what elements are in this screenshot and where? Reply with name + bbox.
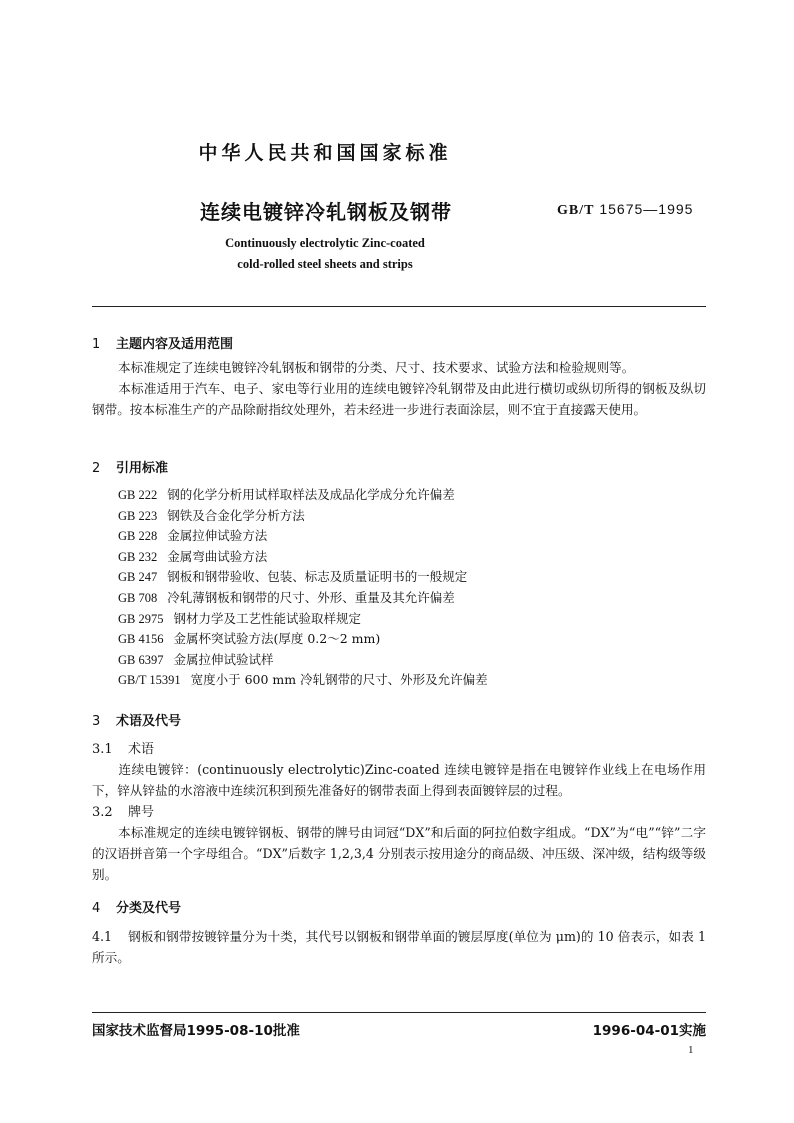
- reference-code: GB 223: [118, 508, 158, 523]
- subsection-number: 3.1: [92, 742, 113, 757]
- subsection-3-2-heading: [92, 801, 154, 820]
- reference-item: [118, 547, 488, 568]
- section-number: 3: [92, 714, 101, 729]
- subsection-number: 3.2: [92, 805, 113, 820]
- approval-date: 国家技术监督局1995-08-10批准: [92, 1023, 300, 1039]
- section-3-heading: [92, 710, 181, 729]
- section-title: 分类及代号: [116, 901, 182, 916]
- reference-title: 金属杯突试验方法(厚度 0.2～2 mm): [173, 631, 381, 647]
- national-standard-heading: 中华人民共和国国家标准: [198, 142, 452, 164]
- header-divider: [92, 306, 706, 307]
- section-title: 引用标准: [116, 461, 169, 476]
- paragraph-text: 钢板和钢带按镀锌量分为十类，其代号以钢板和钢带单面的镀层厚度(单位为 μm)的 10 倍表示，如表 1 所示。: [92, 929, 706, 965]
- subsection-title: 牌号: [128, 805, 155, 820]
- paragraph-text: 本标准规定了连续电镀锌冷轧钢板和钢带的分类、尺寸、技术要求、试验方法和检验规则等。: [118, 360, 635, 375]
- reference-code: GB 222: [118, 488, 158, 502]
- document-title-cn: 连续电镀锌冷轧钢板及钢带: [200, 200, 452, 224]
- reference-item: [118, 588, 488, 609]
- reference-item: [118, 485, 488, 506]
- section-4-heading: [92, 897, 181, 916]
- standard-code: [557, 201, 693, 219]
- reference-title: 钢材力学及工艺性能试验取样规定: [173, 610, 362, 626]
- section-title: 术语及代号: [116, 714, 182, 729]
- reference-title: 金属拉伸试验方法: [167, 528, 268, 544]
- section-1-paragraph-2: [92, 378, 706, 420]
- reference-item: [118, 670, 488, 691]
- reference-item: [118, 609, 488, 630]
- reference-title: 钢板和钢带验收、包装、标志及质量证明书的一般规定: [167, 569, 468, 585]
- section-1-heading: [92, 333, 233, 352]
- reference-code: GB/T 15391: [118, 673, 181, 688]
- section-3-1-paragraph: [92, 759, 706, 801]
- reference-item: [118, 506, 488, 527]
- reference-title: 金属弯曲试验方法: [167, 548, 268, 564]
- reference-title: 冷轧薄钢板和钢带的尺寸、外形、重量及其允许偏差: [167, 589, 455, 605]
- section-number: 4: [92, 901, 101, 916]
- reference-code: GB 247: [118, 570, 158, 585]
- footer-divider: [92, 1012, 706, 1013]
- section-number: 2: [92, 461, 101, 476]
- section-4-1-paragraph: [92, 926, 706, 968]
- reference-code: GB 6397: [118, 652, 164, 667]
- reference-item: [118, 629, 488, 650]
- section-1-paragraph-1: [92, 357, 706, 378]
- reference-code: GB 708: [118, 590, 158, 605]
- paragraph-text: 本标准规定的连续电镀锌钢板、钢带的牌号由词冠“DX”和后面的阿拉伯数字组成。“DX”为“电”“锌”二字的汉语拼音第一个字母组合。“DX”后数字 1,2,3,4 分别表示按用途分的商品级、冲压级、深冲级，结构级等级别。: [92, 825, 706, 882]
- subsection-title: 术语: [128, 742, 155, 757]
- reference-title: 宽度小于 600 mm 冷轧钢带的尺寸、外形及允许偏差: [190, 672, 488, 688]
- reference-title: 钢的化学分析用试样取样法及成品化学成分允许偏差: [167, 487, 455, 502]
- subsection-number: 4.1: [92, 929, 113, 944]
- section-title: 主题内容及适用范围: [116, 337, 234, 352]
- document-title-en-line1: Continuously electrolytic Zinc-coated: [225, 236, 425, 250]
- standard-code-prefix: GB/T: [557, 203, 595, 218]
- referenced-standards-list: [118, 485, 488, 691]
- subsection-3-1-heading: [92, 738, 154, 757]
- section-2-heading: [92, 457, 168, 476]
- standard-code-number: 15675—1995: [599, 201, 694, 217]
- paragraph-text: 连续电镀锌：(continuously electrolytic)Zinc-coated 连续电镀锌是指在电镀锌作业线上在电场作用下，锌从锌盐的水溶液中连续沉积到预先准备好的钢带表面上得到表面镀锌层的过程。: [92, 762, 706, 798]
- reference-item: [118, 567, 488, 588]
- paragraph-text: 本标准适用于汽车、电子、家电等行业用的连续电镀锌冷轧钢带及由此进行横切或纵切所得的钢板及纵切钢带。按本标准生产的产品除耐指纹处理外，若未经进一步进行表面涂层，则不宜于直接露天使用。: [92, 381, 706, 417]
- reference-code: GB 4156: [118, 632, 164, 647]
- reference-code: GB 228: [118, 529, 158, 544]
- reference-code: GB 2975: [118, 611, 164, 626]
- reference-title: 钢铁及合金化学分析方法: [167, 507, 305, 523]
- reference-title: 金属拉伸试验试样: [173, 651, 274, 667]
- section-number: 1: [92, 337, 101, 352]
- page-number: 1: [688, 1044, 694, 1056]
- section-3-2-paragraph: [92, 822, 706, 885]
- reference-item: [118, 650, 488, 671]
- implementation-date: 1996-04-01实施: [592, 1023, 706, 1039]
- reference-code: GB 232: [118, 549, 158, 564]
- reference-item: [118, 526, 488, 547]
- document-title-en-line2: cold-rolled steel sheets and strips: [237, 257, 413, 271]
